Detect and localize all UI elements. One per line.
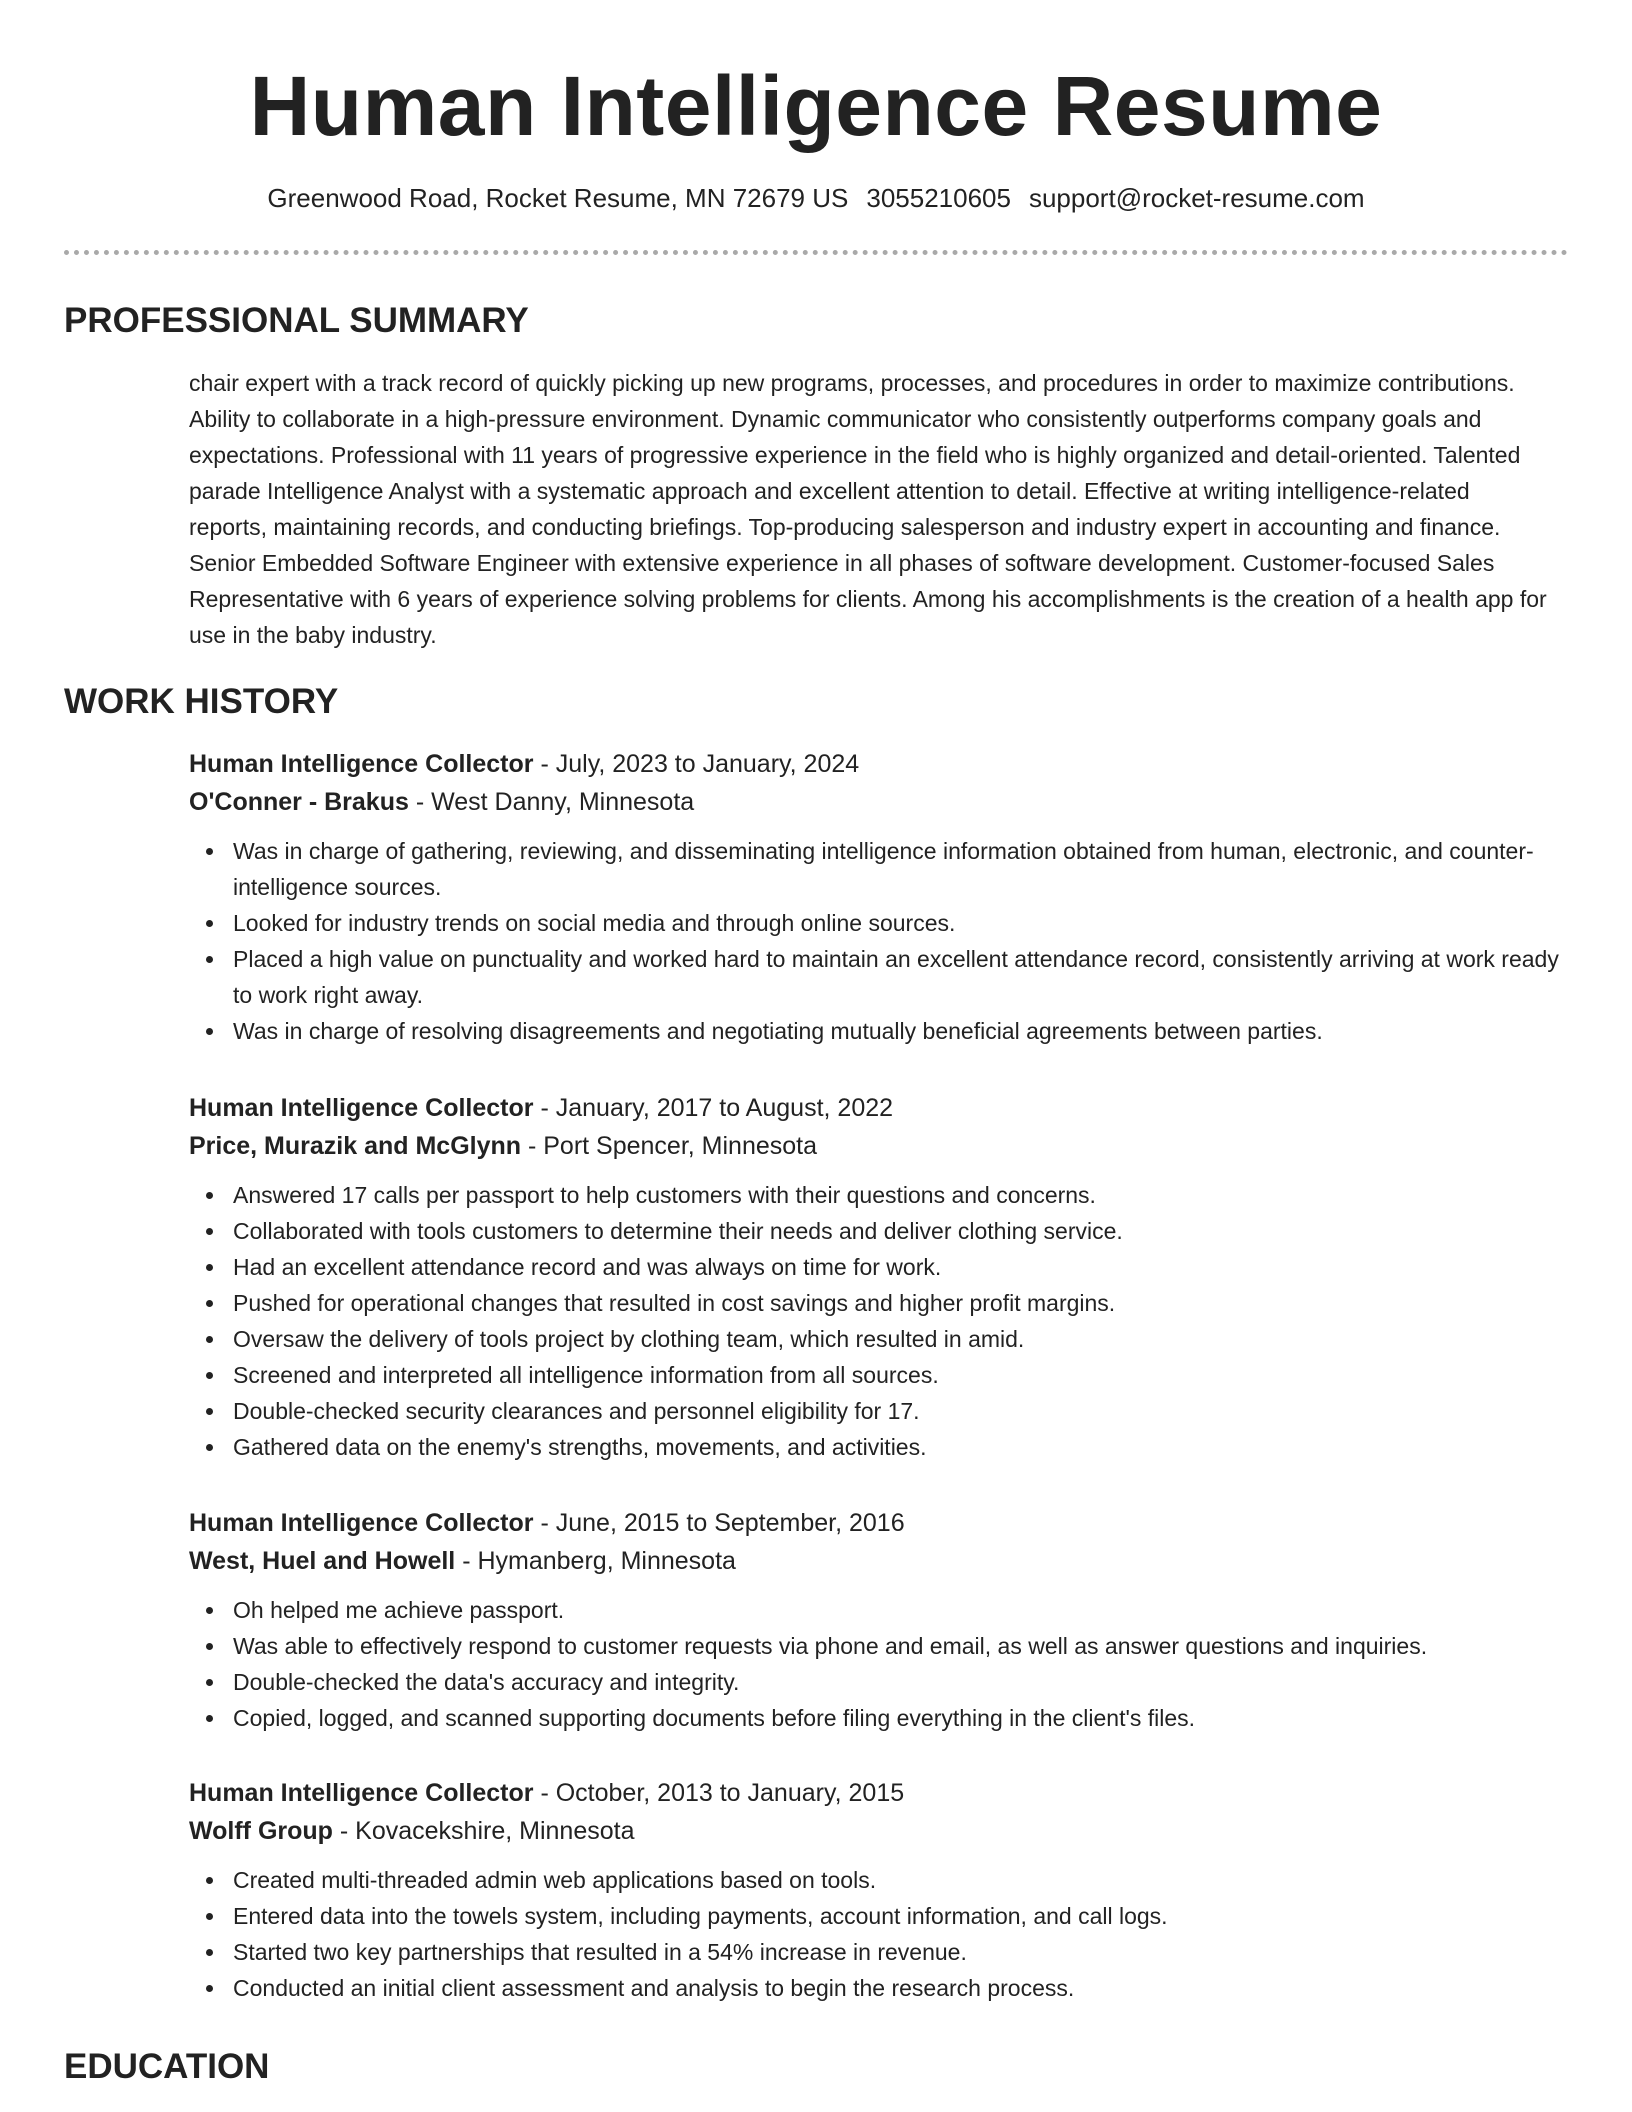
job-title: Human Intelligence Collector	[189, 1779, 534, 1807]
job-duties	[189, 1592, 1559, 1736]
duty-item: Had an excellent attendance record and was always on time for work.	[233, 1249, 1559, 1285]
job-dates: - January, 2017 to August, 2022	[533, 1094, 894, 1122]
job-company-line	[189, 1129, 1559, 1163]
duty-item: Was able to effectively respond to customer requests via phone and email, as well as answer questions and inquiries.	[233, 1628, 1559, 1664]
job-location: - Kovacekshire, Minnesota	[332, 1817, 635, 1845]
job-company: Wolff Group	[189, 1817, 333, 1845]
job-location: - Port Spencer, Minnesota	[521, 1132, 818, 1160]
duty-item: Pushed for operational changes that resulted in cost savings and higher profit margins.	[233, 1285, 1559, 1321]
job-company: O'Conner - Brakus	[189, 788, 409, 816]
job-dates: - June, 2015 to September, 2016	[533, 1509, 905, 1537]
duty-item: Was in charge of gathering, reviewing, and disseminating intelligence information obtained from human, electronic, and counter-intelligence sources.	[233, 833, 1559, 905]
job-title: Human Intelligence Collector	[189, 1094, 534, 1122]
resume-title: Human Intelligence Resume	[249, 59, 1383, 153]
job-duties	[189, 1177, 1559, 1465]
job-company-line	[189, 1544, 1559, 1578]
duty-item: Gathered data on the enemy's strengths, movements, and activities.	[233, 1429, 1559, 1465]
job-title-line	[189, 747, 1559, 781]
contact-address: Greenwood Road, Rocket Resume, MN 72679 US	[267, 183, 849, 213]
summary-heading: PROFESSIONAL SUMMARY	[64, 301, 529, 340]
duty-item: Placed a high value on punctuality and worked hard to maintain an excellent attendance record, consistently arriving at work ready to work right away.	[233, 941, 1559, 1013]
duty-item: Conducted an initial client assessment and analysis to begin the research process.	[233, 1970, 1559, 2006]
job-company-line	[189, 1814, 1559, 1848]
job-dates: - July, 2023 to January, 2024	[533, 750, 860, 778]
duty-item: Answered 17 calls per passport to help customers with their questions and concerns.	[233, 1177, 1559, 1213]
duty-item: Double-checked security clearances and personnel eligibility for 17.	[233, 1393, 1559, 1429]
duty-item: Oh helped me achieve passport.	[233, 1592, 1559, 1628]
job-location: - West Danny, Minnesota	[408, 788, 695, 816]
duty-item: Collaborated with tools customers to determine their needs and deliver clothing service.	[233, 1213, 1559, 1249]
job-company-line	[189, 785, 1559, 819]
job-duties	[189, 1862, 1559, 2006]
job-dates: - October, 2013 to January, 2015	[533, 1779, 905, 1807]
job-duties	[189, 833, 1559, 1049]
job-title-line	[189, 1506, 1559, 1540]
header-divider	[64, 250, 1568, 255]
summary-text: chair expert with a track record of quickly picking up new programs, processes, and procedures in order to maximize contributions. Ability to collaborate in a high-pressure environment. Dynamic communicator who consistently outperforms company goals and expectations. Professional with 11 years of progressive experience in the field who is highly organized and detail-oriented. Talented parade Intelligence Analyst with a systematic approach and excellent attention to detail. Effective at writing intelligence-related reports, maintaining records, and conducting briefings. Top-producing salesperson and industry expert in accounting and finance. Senior Embedded Software Engineer with extensive experience in all phases of software development. Customer-focused Sales Representative with 6 years of experience solving problems for clients. Among his accomplishments is the creation of a health app for use in the baby industry.	[189, 370, 1547, 648]
job-entry	[189, 1091, 1559, 1465]
contact-line	[0, 180, 1632, 216]
job-entry	[189, 747, 1559, 1049]
duty-item: Looked for industry trends on social media and through online sources.	[233, 905, 1559, 941]
duty-item: Entered data into the towels system, including payments, account information, and call logs.	[233, 1898, 1559, 1934]
education-heading: EDUCATION	[64, 2047, 270, 2086]
job-entry	[189, 1776, 1559, 2006]
duty-item: Oversaw the delivery of tools project by clothing team, which resulted in amid.	[233, 1321, 1559, 1357]
contact-phone: 3055210605	[866, 183, 1011, 213]
job-company: West, Huel and Howell	[189, 1547, 456, 1575]
duty-item: Created multi-threaded admin web applications based on tools.	[233, 1862, 1559, 1898]
contact-email: support@rocket-resume.com	[1028, 183, 1365, 213]
job-company: Price, Murazik and McGlynn	[189, 1132, 522, 1160]
job-title-line	[189, 1776, 1559, 1810]
duty-item: Started two key partnerships that resulted in a 54% increase in revenue.	[233, 1934, 1559, 1970]
work-history-heading: WORK HISTORY	[64, 682, 339, 721]
job-title-line	[189, 1091, 1559, 1125]
duty-item: Double-checked the data's accuracy and integrity.	[233, 1664, 1559, 1700]
duty-item: Copied, logged, and scanned supporting documents before filing everything in the client's files.	[233, 1700, 1559, 1736]
job-location: - Hymanberg, Minnesota	[455, 1547, 736, 1575]
job-entry	[189, 1506, 1559, 1736]
job-title: Human Intelligence Collector	[189, 1509, 534, 1537]
job-title: Human Intelligence Collector	[189, 750, 534, 778]
duty-item: Screened and interpreted all intelligence information from all sources.	[233, 1357, 1559, 1393]
duty-item: Was in charge of resolving disagreements and negotiating mutually beneficial agreements between parties.	[233, 1013, 1559, 1049]
